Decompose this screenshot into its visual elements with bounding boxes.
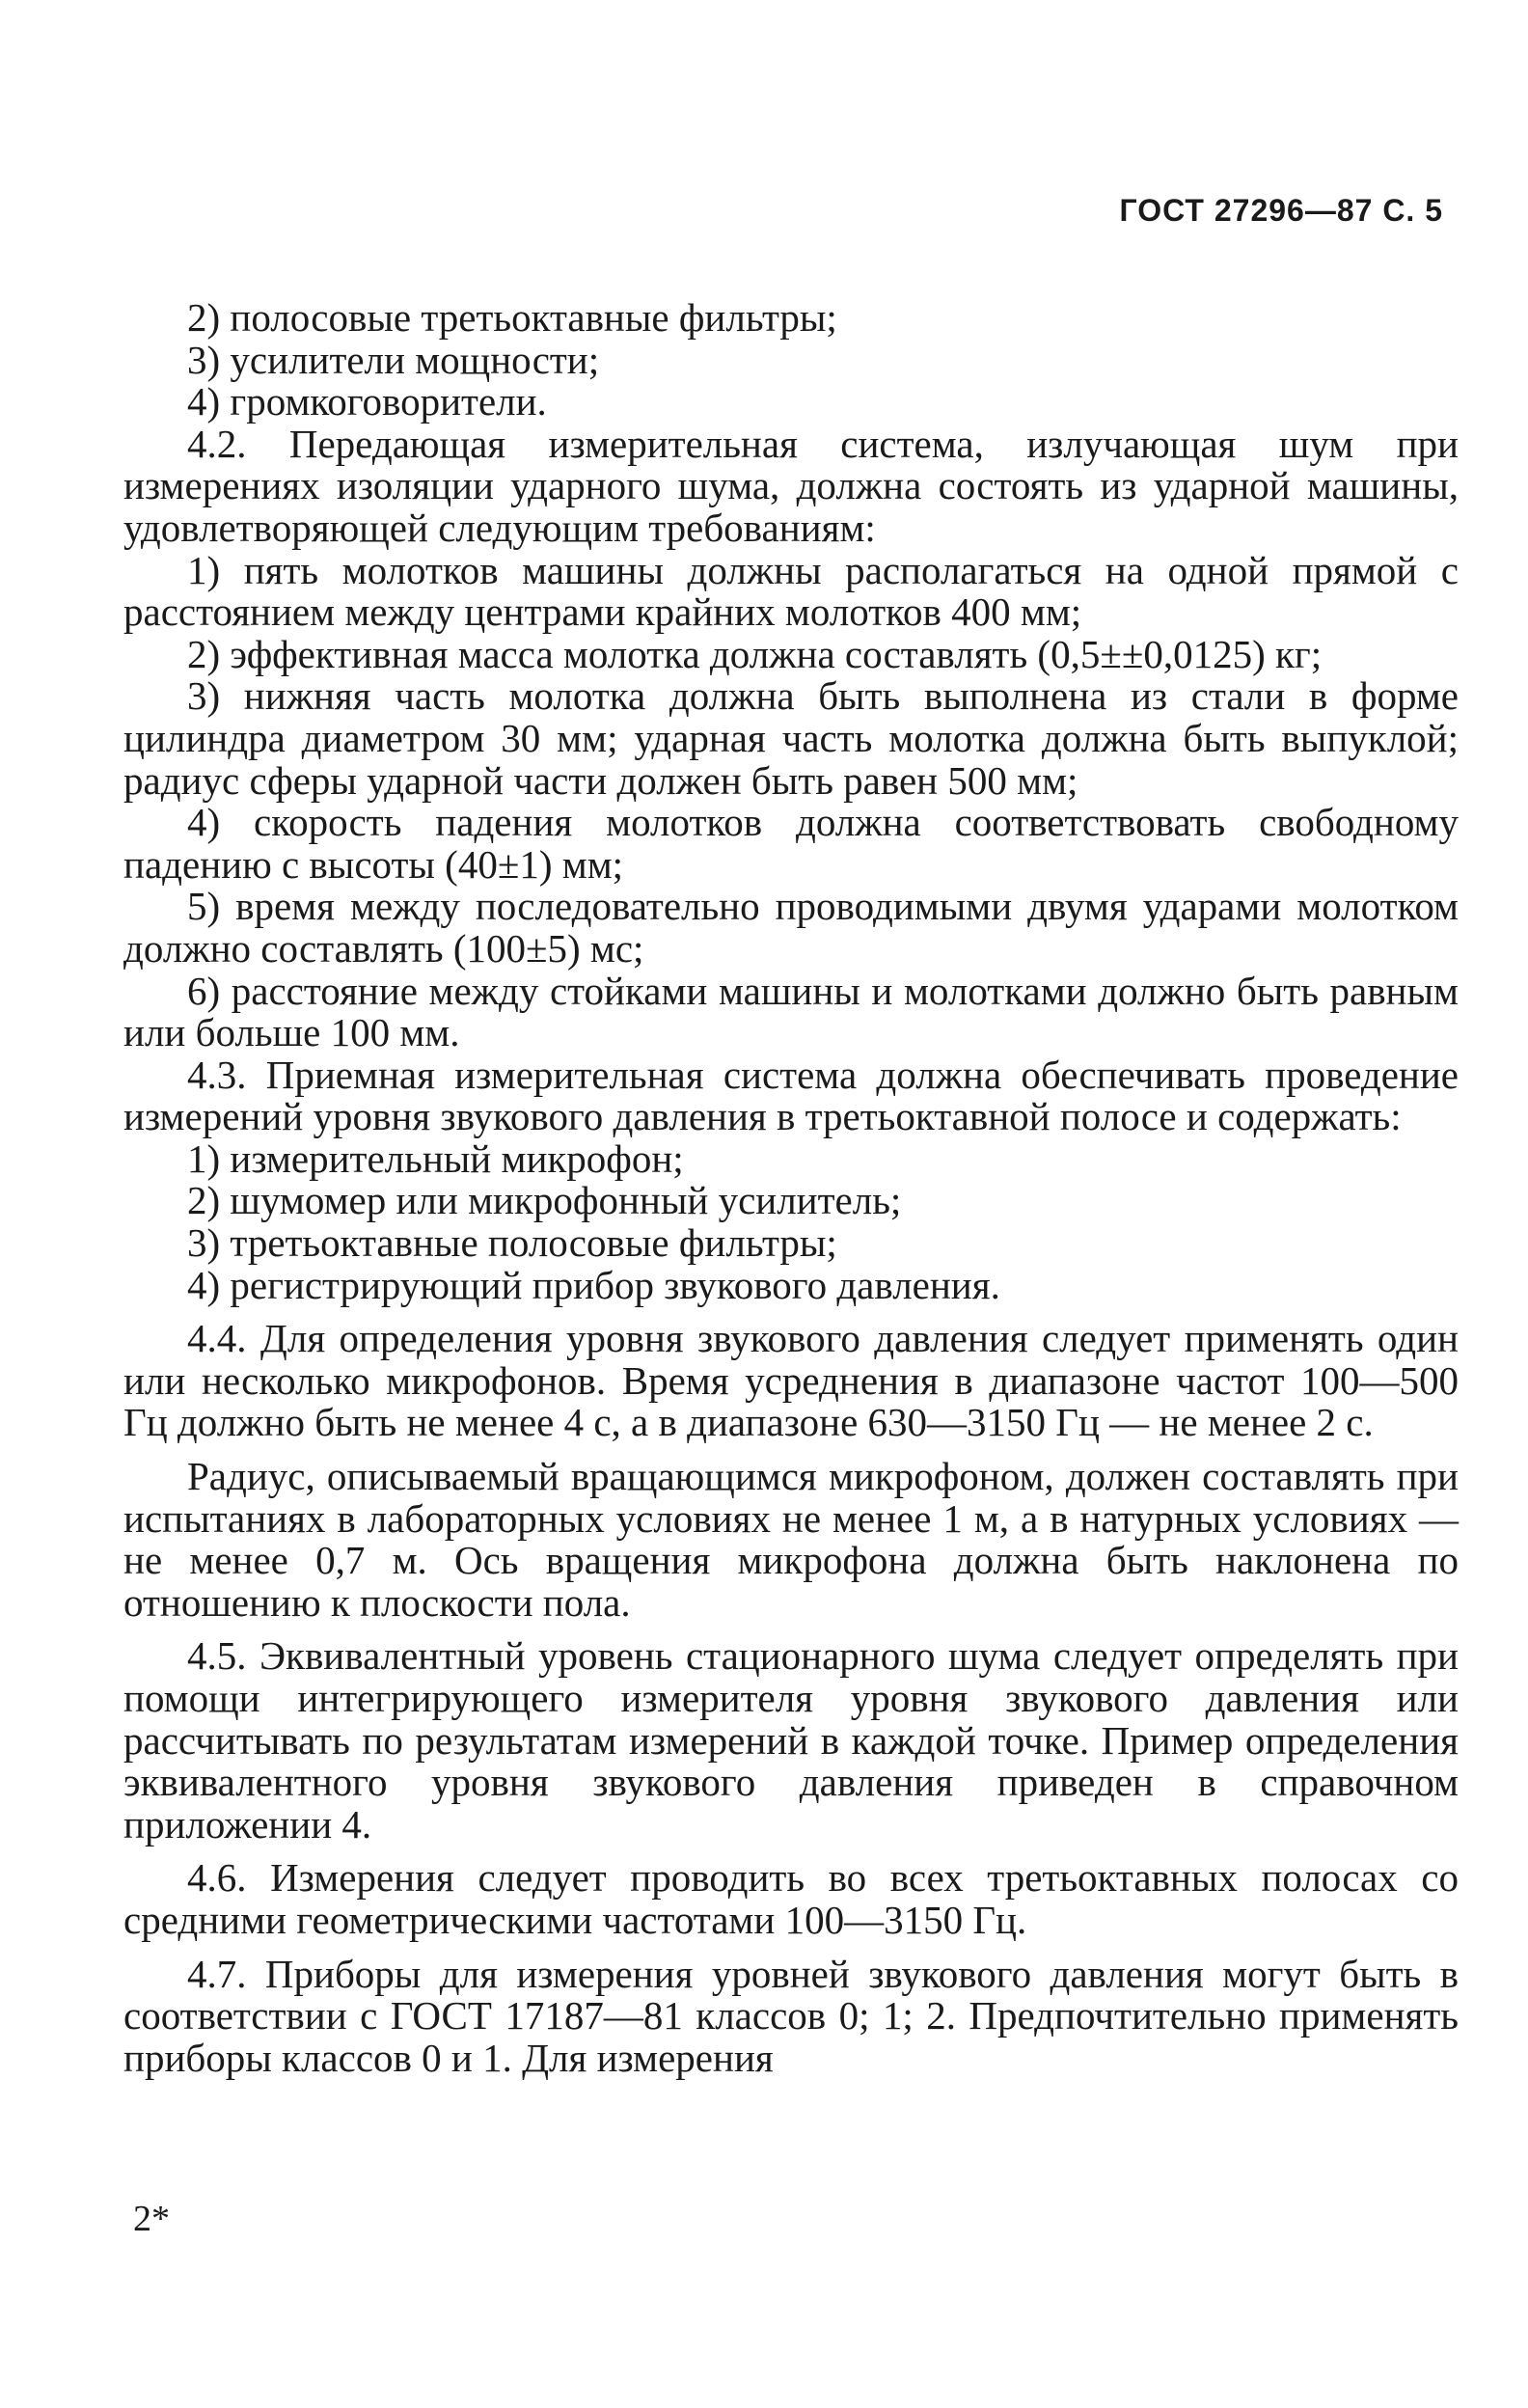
signature-mark: 2* <box>133 2199 170 2239</box>
paragraph: 3) нижняя часть молотка должна быть выполнена из стали в форме цилиндра диаметром 30 мм; ударная часть молотка должна быть выпуклой; радиус сферы ударной части должен быть равен 500 мм; <box>123 673 1459 803</box>
paragraph: 1) пять молотков машины должны располагаться на одной прямой с расстоянием между центрами крайних молотков 400 мм; <box>123 547 1459 635</box>
paragraph: 1) измерительный микрофон; <box>187 1136 684 1181</box>
paragraph: 6) расстояние между стойками машины и молотками должно быть равным или больше 100 мм. <box>123 968 1459 1055</box>
paragraph: 2) полосовые третьоктавные фильтры; <box>187 295 837 340</box>
page-header: ГОСТ 27296—87 С. 5 <box>1119 193 1443 228</box>
document-body <box>123 297 1459 2079</box>
paragraph: 4.6. Измерения следует проводить во всех третьоктавных полосах со средними геометрическими частотами 100—3150 Гц. <box>123 1855 1459 1942</box>
paragraph: 2) эффективная масса молотка должна составлять (0,5±±0,0125) кг; <box>187 631 1323 676</box>
paragraph: 4.3. Приемная измерительная система должна обеспечивать проведение измерений уровня звукового давления в третьоктавной полосе и содержать: <box>123 1052 1459 1139</box>
paragraph: 4.4. Для определения уровня звукового давления следует применять один или несколько микрофонов. Время усреднения в диапазоне частот 100—500 Гц должно быть не менее 4 с, а в диапазоне 630—3150 Гц — не менее 2 с. <box>123 1316 1459 1445</box>
paragraph: 4.5. Эквивалентный уровень стационарного шума следует определять при помощи интегрирующего измерителя уровня звукового давления или рассчитывать по результатам измерений в каждой точке. Пример определения эквивалентного уровня звукового давления приведен в справочном приложении 4. <box>123 1633 1459 1847</box>
paragraph: 5) время между последовательно проводимыми двумя ударами молотком должно составлять (100±5) мс; <box>123 884 1459 971</box>
paragraph: 4.2. Передающая измерительная система, излучающая шум при измерениях изоляции ударного шума, должна состоять из ударной машины, удовлетворяющей следующим требованиям: <box>123 421 1459 550</box>
paragraph: 4.7. Приборы для измерения уровней звукового давления могут быть в соответствии с ГОСТ 17187—81 классов 0; 1; 2. Предпочтительно применять приборы классов 0 и 1. Для измерения <box>123 1951 1459 2080</box>
paragraph: 3) усилители мощности; <box>187 337 600 382</box>
paragraph: Радиус, описываемый вращающимся микрофоном, должен составлять при испытаниях в лабораторных условиях не менее 1 м, а в натурных условиях — не менее 0,7 м. Ось вращения микрофона должна быть наклонена по отношению к плоскости пола. <box>123 1454 1459 1625</box>
paragraph: 2) шумомер или микрофонный усилитель; <box>187 1178 902 1223</box>
paragraph: 3) третьоктавные полосовые фильтры; <box>187 1220 837 1266</box>
paragraph: 4) регистрирующий прибор звукового давления. <box>187 1262 1000 1307</box>
paragraph: 4) скорость падения молотков должна соответствовать свободному падению с высоты (40±1) мм; <box>123 800 1459 887</box>
paragraph: 4) громкоговорители. <box>187 379 547 424</box>
